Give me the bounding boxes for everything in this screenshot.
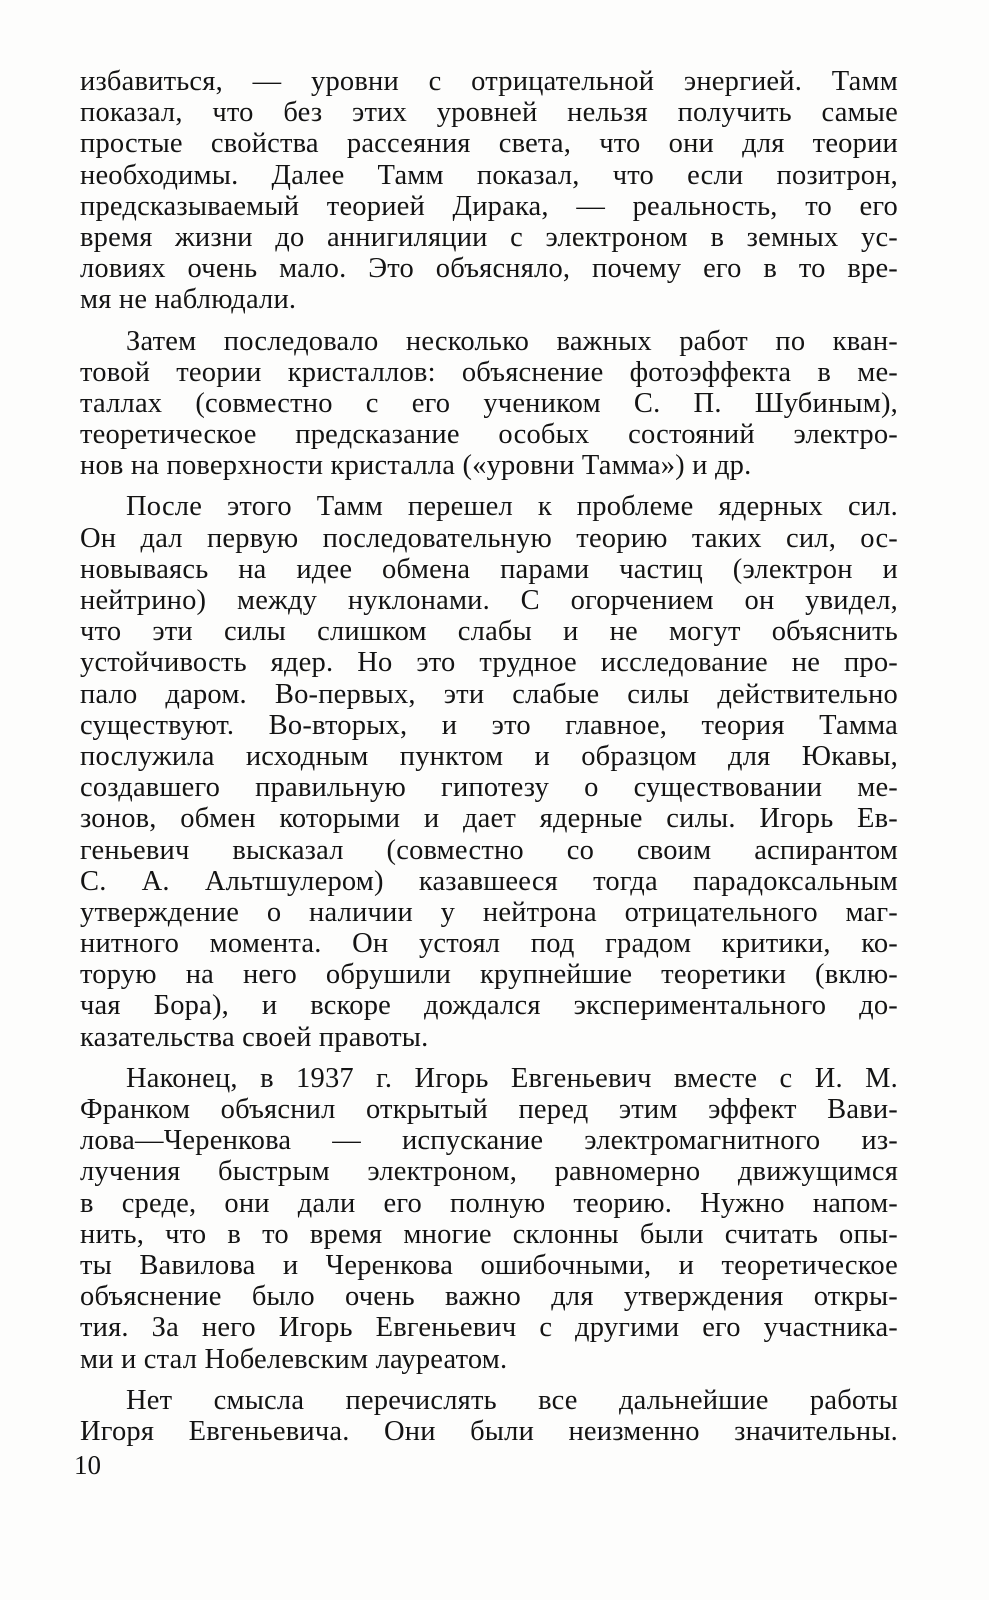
text-line: в среде, они дали его полную теорию. Нужно напом- <box>80 1187 898 1219</box>
text-line: утверждение о наличии у нейтрона отрицательного маг- <box>80 896 898 928</box>
text-line: мя не наблюдали. <box>80 284 297 316</box>
text-line: После этого Тамм перешел к проблеме ядерных сил. <box>126 491 898 523</box>
text-line: нитного момента. Он устоял под градом критики, ко- <box>80 928 898 960</box>
text-line: чая Бора), и вскоре дождался экспериментального до- <box>80 990 898 1022</box>
text-line: ми и стал Нобелевским лауреатом. <box>80 1343 508 1375</box>
text-line: объяснение было очень важно для утверждения откры- <box>80 1281 898 1313</box>
text-line: теоретическое предсказание особых состояний электро- <box>80 419 898 451</box>
text-line: товой теории кристаллов: объяснение фотоэффекта в ме- <box>80 356 898 388</box>
text-line: нейтрино) между нуклонами. С огорчением он увидел, <box>80 585 898 616</box>
text-line: показал, что без этих уровней нельзя получить самые <box>80 97 898 129</box>
text-line: казательства своей правоты. <box>80 1021 429 1053</box>
paragraph-5 <box>80 1385 898 1447</box>
text-line: избавиться, — уровни с отрицательной энергией. Тамм <box>80 66 898 97</box>
text-line: существуют. Во-вторых, и это главное, теория Тамма <box>80 709 898 741</box>
text-line: нить, что в то время многие склонны были считать опы- <box>80 1218 898 1250</box>
paragraph-2 <box>80 326 898 482</box>
text-line: лучения быстрым электроном, равномерно движущимся <box>80 1156 898 1188</box>
paragraph-1 <box>80 66 898 316</box>
paragraph-4 <box>80 1063 898 1375</box>
text-line: тия. За него Игорь Евгеньевич с другими его участника- <box>80 1312 898 1344</box>
text-line: создавшего правильную гипотезу о существовании ме- <box>80 772 898 804</box>
text-line: таллах (совместно с его учеником С. П. Шубиным), <box>80 387 898 419</box>
text-line: необходимы. Далее Тамм показал, что если позитрон, <box>80 159 898 191</box>
text-line: Франком объяснил открытый перед этим эффект Вави- <box>80 1094 898 1125</box>
text-line: новываясь на идее обмена парами частиц (электрон и <box>80 553 898 585</box>
text-line: устойчивость ядер. Но это трудное исследование не про- <box>80 647 898 679</box>
text-line: геньевич высказал (совместно со своим аспирантом <box>80 834 898 866</box>
text-line: зонов, обмен которыми и дает ядерные силы. Игорь Ев- <box>80 803 898 835</box>
text-line: пало даром. Во-первых, эти слабые силы действительно <box>80 678 898 710</box>
body-text <box>80 66 898 1457</box>
text-line: лова—Черенкова — испускание электромагнитного из- <box>80 1125 898 1157</box>
text-line: Наконец, в 1937 г. Игорь Евгеньевич вместе с И. М. <box>126 1062 898 1094</box>
text-line: ты Вавилова и Черенкова ошибочными, и теоретическое <box>80 1249 898 1281</box>
text-line: Игоря Евгеньевича. Они были неизменно значительны. <box>80 1415 898 1447</box>
text-line: что эти силы слишком слабы и не могут объяснить <box>80 616 898 648</box>
text-line: С. А. Альтшулером) казавшееся тогда парадоксальным <box>80 865 898 897</box>
paragraph-3 <box>80 491 898 1052</box>
text-line: торую на него обрушили крупнейшие теоретики (вклю- <box>80 959 898 991</box>
text-line: Он дал первую последовательную теорию таких сил, ос- <box>80 522 898 554</box>
text-line: Затем последовало несколько важных работ по кван- <box>126 325 898 357</box>
text-line: Нет смысла перечислять все дальнейшие работы <box>126 1384 898 1416</box>
text-line: предсказываемый теорией Дирака, — реальность, то его <box>80 190 898 222</box>
text-line: ловиях очень мало. Это объясняло, почему его в то вре- <box>80 253 898 285</box>
text-line: нов на поверхности кристалла («уровни Тамма») и др. <box>80 450 752 482</box>
page-number: 10 <box>74 1450 101 1480</box>
text-line: простые свойства рассеяния света, что они для теории <box>80 128 898 160</box>
text-line: время жизни до аннигиляции с электроном в земных ус- <box>80 221 898 253</box>
text-line: послужила исходным пунктом и образцом для Юкавы, <box>80 740 898 772</box>
